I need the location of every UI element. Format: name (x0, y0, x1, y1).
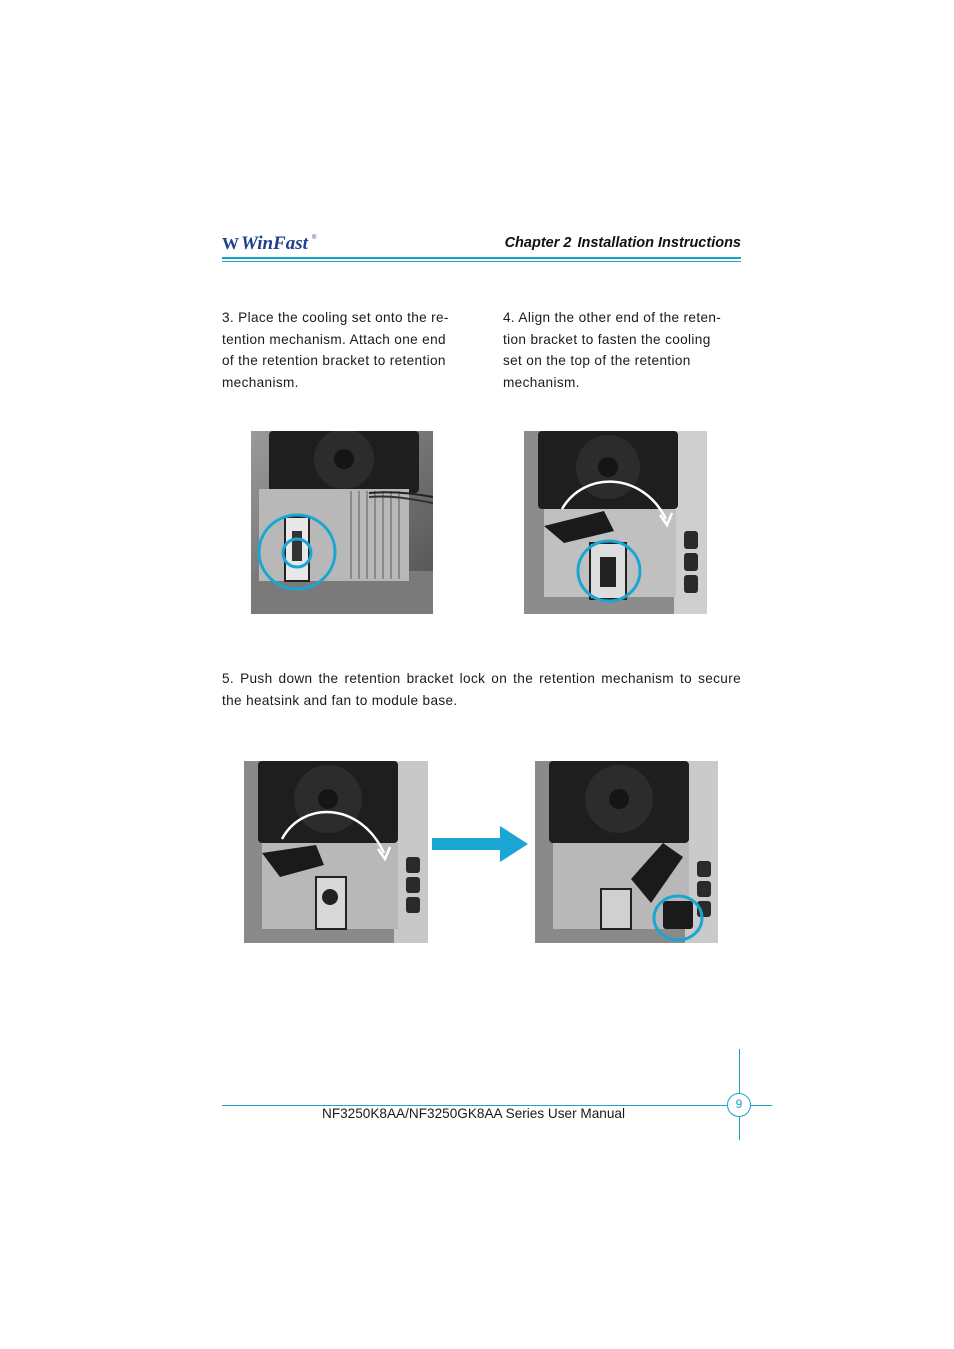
step4-line: set on the top of the retention (503, 353, 691, 369)
step4-line: mechanism. (503, 375, 580, 391)
step3-line: mechanism. (222, 375, 299, 391)
step5-line: 5. Push down the retention bracket lock on the retention mechanism to secure (222, 671, 741, 686)
step4-photo (524, 431, 707, 614)
step4-text (503, 307, 739, 394)
chapter-label: Chapter 2 (504, 235, 572, 251)
winfast-logo (222, 232, 322, 256)
right-arrow-icon (432, 826, 528, 862)
step4-line: tion bracket to fasten the cooling (503, 331, 711, 347)
step3-line: 3. Place the cooling set onto the re- (222, 310, 449, 325)
page-number: 9 (727, 1093, 751, 1117)
step4-line: 4. Align the other end of the reten- (503, 310, 722, 325)
step5-before-photo (244, 761, 428, 943)
chapter-heading (505, 235, 741, 251)
logo-mark: W (222, 234, 237, 253)
step3-photo (251, 431, 433, 614)
manual-title: NF3250K8AA/NF3250GK8AA Series User Manual (322, 1106, 625, 1121)
chapter-title: Installation Instructions (577, 235, 741, 251)
step3-line: of the retention bracket to retention (222, 353, 446, 369)
header-rule (222, 257, 741, 259)
step3-line: tention mechanism. Attach one end (222, 331, 446, 347)
header-rule-thin (222, 261, 741, 262)
step5-after-photo (535, 761, 718, 943)
logo-text: WinFast (241, 233, 308, 254)
logo-registered-mark: ® (312, 235, 317, 241)
step3-text (222, 307, 454, 394)
step5-line: the heatsink and fan to module base. (222, 692, 458, 708)
step5-text (222, 668, 741, 711)
